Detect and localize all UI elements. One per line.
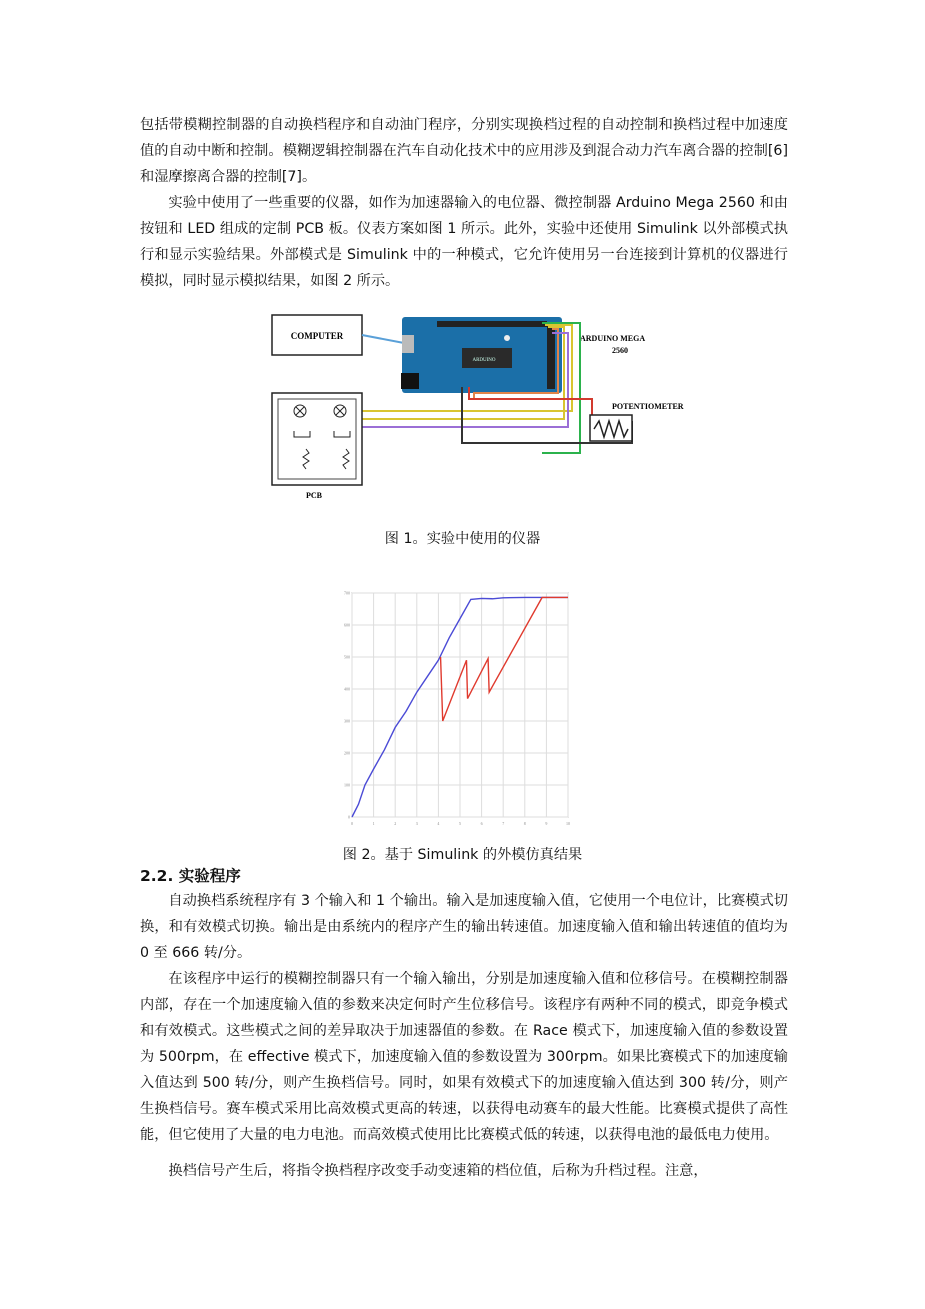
section-heading: 2.2. 实验程序 [140, 867, 241, 885]
figure-1-diagram [262, 303, 712, 503]
y-tick-label: 0 [348, 814, 350, 820]
x-tick-label: 1 [372, 821, 375, 826]
y-tick-label: 100 [344, 782, 350, 788]
y-tick-label: 600 [344, 622, 350, 628]
x-tick-label: 10 [566, 821, 570, 826]
x-tick-label: 0 [351, 821, 353, 826]
y-tick-label: 200 [344, 750, 350, 756]
arduino-label-line2: 2560 [612, 346, 628, 355]
pcb-label: PCB [306, 491, 322, 500]
y-tick-label: 500 [344, 654, 350, 660]
figure-2-chart [340, 585, 575, 830]
y-tick-label: 300 [344, 718, 350, 724]
x-tick-label: 8 [523, 821, 526, 826]
paragraph-3: 自动换档系统程序有 3 个输入和 1 个输出。输入是加速度输入值，它使用一个电位计，比赛模式切换，和有效模式切换。输出是由系统内的程序产生的输出转速值。加速度输入值和输出转速值的值均为 0 至 666 转/分。 [140, 893, 788, 961]
paragraph-5: 换档信号产生后，将指令换档程序改变手动变速箱的档位值，后称为升档过程。注意， [168, 1163, 708, 1179]
paragraph-2: 实验中使用了一些重要的仪器，如作为加速器输入的电位器、微控制器 Arduino Mega 2560 和由按钮和 LED 组成的定制 PCB 板。仪表方案如图 1 所示。此外，实验中还使用 Simulink 以外部模式执行和显示实验结果。外部模式是 Simulink 中的一种模式，它允许使用另一台连接到计算机的仪器进行模拟，同时显示模拟结果，如图 2 所示。 [140, 195, 788, 289]
x-tick-label: 5 [459, 821, 461, 826]
x-tick-label: 4 [437, 821, 440, 826]
x-tick-label: 3 [415, 821, 418, 826]
pcb-box [272, 393, 362, 485]
svg-text:ARDUINO: ARDUINO [472, 358, 496, 363]
paragraph-1: 包括带模糊控制器的自动换档程序和自动油门程序，分别实现换档过程的自动控制和换档过程中加速度值的自动中断和控制。模糊逻辑控制器在汽车自动化技术中的应用涉及到混合动力汽车离合器的控制[6]和湿摩擦离合器的控制[7]。 [140, 117, 788, 185]
potentiometer-label: POTENTIOMETER [612, 402, 684, 411]
y-tick-label: 700 [344, 590, 350, 596]
paragraph-4: 在该程序中运行的模糊控制器只有一个输入输出，分别是加速度输入值和位移信号。在模糊控制器内部，存在一个加速度输入值的参数来决定何时产生位移信号。该程序有两种不同的模式，即竞争模式和有效模式。这些模式之间的差异取决于加速器值的参数。在 Race 模式下，加速度输入值的参数设置为 500rpm，在 effective 模式下，加速度输入值的参数设置为 300rpm。如果比赛模式下的加速度输入值达到 500 转/分，则产生换档信号。同时，如果有效模式下的加速度输入值达到 300 转/分，则产生换档信号。赛车模式采用比高效模式更高的转速，以获得电动赛车的最大性能。比赛模式提供了高性能，但它使用了大量的电力电池。而高效模式使用比比赛模式低的转速，以获得电池的最低电力使用。 [140, 971, 788, 1143]
computer-label: COMPUTER [290, 331, 344, 341]
x-tick-label: 7 [502, 821, 505, 826]
figure-2-caption: 图 2。基于 Simulink 的外模仿真结果 [342, 847, 583, 863]
arduino-label-line1: ARDUINO MEGA [580, 334, 646, 343]
x-tick-label: 2 [394, 821, 397, 826]
figure-1-caption: 图 1。实验中使用的仪器 [384, 531, 541, 547]
x-tick-label: 9 [545, 821, 548, 826]
y-tick-label: 400 [344, 686, 350, 692]
x-tick-label: 6 [480, 821, 483, 826]
